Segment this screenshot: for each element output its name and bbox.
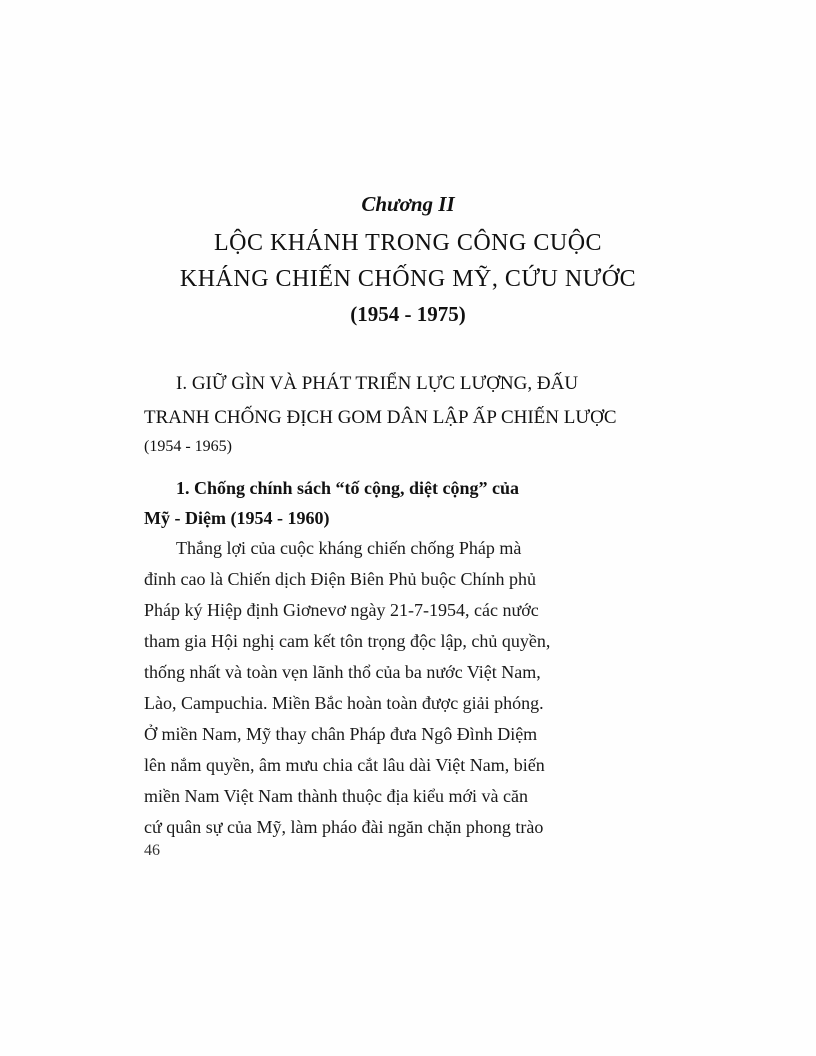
chapter-title-line-1: LỘC KHÁNH TRONG CÔNG CUỘC [213, 230, 603, 256]
paragraph-line: Pháp ký Hiệp định Giơnevơ ngày 21-7-1954, các nước [144, 600, 539, 620]
subsection-heading-line-1: 1. Chống chính sách “tố cộng, diệt cộng” của [176, 478, 520, 498]
paragraph-line: Thắng lợi của cuộc kháng chiến chống Pháp mà [176, 538, 522, 558]
chapter-label: Chương II [361, 192, 455, 216]
paragraph-line: tham gia Hội nghị cam kết tôn trọng độc lập, chủ quyền, [144, 631, 551, 651]
subsection-heading-line-2: Mỹ - Diệm (1954 - 1960) [144, 508, 330, 528]
paragraph-line: cứ quân sự của Mỹ, làm pháo đài ngăn chặn phong trào [144, 817, 544, 837]
section-heading-line-1: I. GIỮ GÌN VÀ PHÁT TRIỂN LỰC LƯỢNG, ĐẤU [176, 373, 579, 394]
page-number: 46 [144, 842, 160, 859]
paragraph-line: lên nắm quyền, âm mưu chia cắt lâu dài Việt Nam, biến [144, 755, 545, 775]
paragraph-line: Lào, Campuchia. Miền Bắc hoàn toàn được giải phóng. [144, 693, 544, 713]
section-heading-line-3: (1954 - 1965) [144, 438, 232, 455]
paragraph-line: thống nhất và toàn vẹn lãnh thổ của ba nước Việt Nam, [144, 662, 541, 682]
paragraph-line: miền Nam Việt Nam thành thuộc địa kiểu mới và căn [144, 786, 529, 806]
paragraph-line: Ở miền Nam, Mỹ thay chân Pháp đưa Ngô Đình Diệm [144, 724, 538, 744]
chapter-title-line-2: KHÁNG CHIẾN CHỐNG MỸ, CỨU NƯỚC [179, 266, 637, 292]
chapter-years: (1954 - 1975) [350, 302, 466, 326]
section-heading-line-2: TRANH CHỐNG ĐỊCH GOM DÂN LẬP ẤP CHIẾN LƯỢC [144, 407, 617, 428]
paragraph-line: đỉnh cao là Chiến dịch Điện Biên Phủ buộc Chính phủ [144, 569, 536, 589]
